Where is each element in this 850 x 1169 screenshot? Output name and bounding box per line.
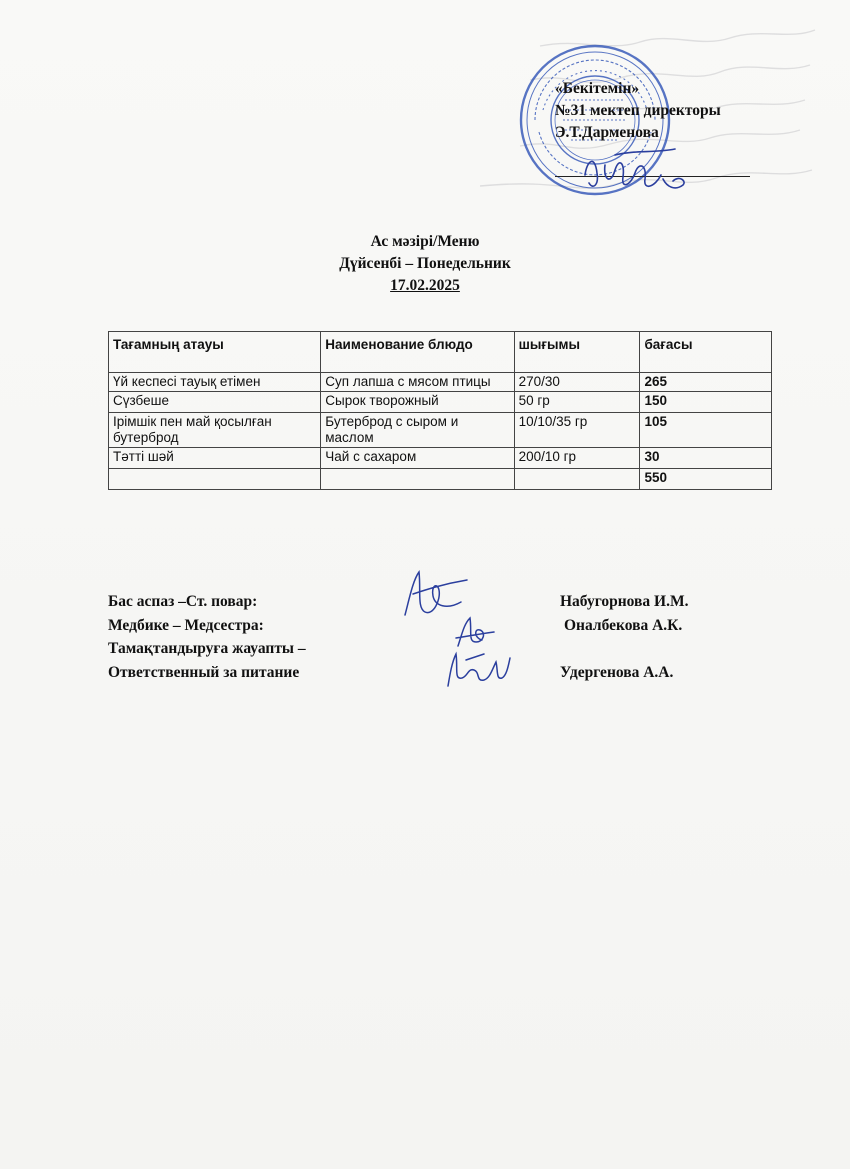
director-signature: [575, 135, 695, 200]
header-price: бағасы: [640, 332, 772, 373]
spacer: [560, 637, 688, 661]
header-yield: шығымы: [514, 332, 640, 373]
cell-kz-name: Тәтті шәй: [109, 448, 321, 469]
cell-kz-name: Сүзбеше: [109, 392, 321, 413]
food-responsible-role-kz: Тамақтандыруға жауапты –: [108, 640, 306, 657]
cell-price: 30: [640, 448, 772, 469]
cell-kz-name: Ірімшік пен май қосылған бутерброд: [109, 413, 321, 448]
menu-title: Ас мәзірі/Меню: [370, 233, 480, 250]
table-total-row: [109, 469, 772, 490]
table-row: [109, 413, 772, 448]
food-responsible-role-ru: Ответственный за питание: [108, 663, 300, 681]
cell-price: 105: [640, 413, 772, 448]
menu-title-block: [0, 231, 850, 297]
cell-empty: [514, 469, 640, 490]
approval-heading: «Бекітемін»: [555, 80, 640, 97]
cell-ru-name: Бутерброд с сыром и маслом: [321, 413, 514, 448]
chef-role: Бас аспаз –Ст. повар:: [108, 593, 258, 610]
table-header-row: [109, 332, 772, 373]
cell-yield: 270/30: [514, 373, 640, 392]
cell-yield: 10/10/35 гр: [514, 413, 640, 448]
cell-yield: 200/10 гр: [514, 448, 640, 469]
table-row: [109, 392, 772, 413]
cell-empty: [321, 469, 514, 490]
food-responsible-name: Удергенова А.А.: [560, 663, 674, 681]
approval-director-name: Э.Т.Дарменова: [555, 124, 659, 141]
food-responsible-signature: [438, 640, 518, 695]
cell-yield: 50 гр: [514, 392, 640, 413]
header-ru-name: Наименование блюдо: [321, 332, 514, 373]
menu-day: Дүйсенбі – Понедельник: [339, 255, 511, 272]
cell-kz-name: Үй кеспесі тауық етімен: [109, 373, 321, 392]
table-row: [109, 373, 772, 392]
chef-name: Набугорнова И.М.: [560, 593, 689, 610]
menu-date: 17.02.2025: [390, 277, 460, 294]
cell-ru-name: Чай с сахаром: [321, 448, 514, 469]
approval-position: №31 мектеп директоры: [555, 102, 721, 119]
cell-price: 265: [640, 373, 772, 392]
cell-ru-name: Сырок творожный: [321, 392, 514, 413]
cell-ru-name: Суп лапша с мясом птицы: [321, 373, 514, 392]
staff-names: [560, 590, 688, 684]
staff-roles: [108, 590, 306, 684]
table-row: [109, 448, 772, 469]
cell-price: 150: [640, 392, 772, 413]
cell-empty: [109, 469, 321, 490]
header-kz-name: Тағамның атауы: [109, 332, 321, 373]
nurse-role: Медбике – Медсестра:: [108, 616, 264, 634]
cell-total-price: 550: [640, 469, 772, 490]
menu-table: [108, 331, 772, 490]
nurse-name: Оналбекова А.К.: [564, 616, 683, 634]
